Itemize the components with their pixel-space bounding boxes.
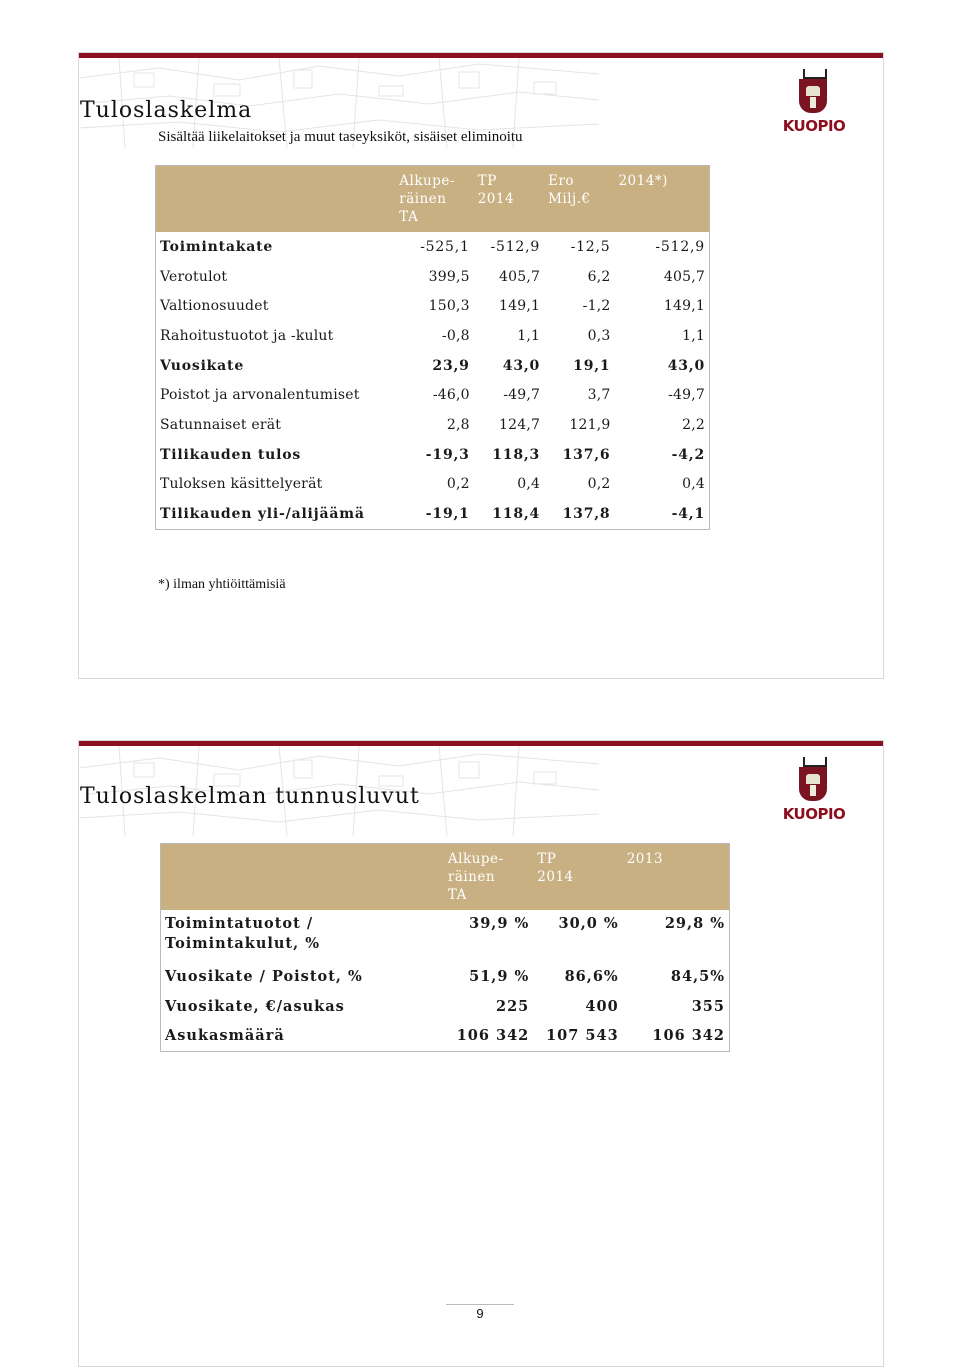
table-row bbox=[156, 380, 710, 410]
cell-value: -512,9 bbox=[490, 238, 541, 255]
table-row bbox=[161, 962, 730, 992]
table-header-row bbox=[161, 844, 730, 911]
row-label: Vuosikate bbox=[160, 357, 245, 374]
cell-value: 23,9 bbox=[432, 357, 470, 374]
row-label: Poistot ja arvonalentumiset bbox=[160, 387, 360, 404]
cell-value: 137,6 bbox=[562, 446, 611, 463]
cell-value: 39,9 % bbox=[469, 915, 530, 932]
cell-value: 0,2 bbox=[587, 476, 611, 493]
cell-value: 149,1 bbox=[663, 298, 705, 315]
cell-value: -46,0 bbox=[432, 387, 470, 404]
cell-value: -19,1 bbox=[425, 506, 470, 523]
row-label: Toimintatuotot / Toimintakulut, % bbox=[165, 915, 321, 952]
table-header-row bbox=[156, 166, 710, 233]
income-statement-table bbox=[155, 165, 710, 530]
cell-value: 0,4 bbox=[517, 476, 541, 493]
table-row bbox=[156, 410, 710, 440]
cell-value: 30,0 % bbox=[558, 915, 619, 932]
table-row bbox=[156, 232, 710, 262]
cell-value: 118,3 bbox=[492, 446, 541, 463]
cell-value: 149,1 bbox=[499, 298, 541, 315]
cell-value: 405,7 bbox=[499, 268, 541, 285]
kuopio-logo bbox=[779, 767, 849, 837]
cell-value: 405,7 bbox=[663, 268, 705, 285]
cell-value: 137,8 bbox=[562, 506, 611, 523]
cell-value: -49,7 bbox=[668, 387, 705, 404]
cell-value: -4,1 bbox=[671, 506, 705, 523]
row-label: Asukasmäärä bbox=[165, 1027, 285, 1045]
cell-value: 0,3 bbox=[587, 327, 611, 344]
row-label: Tilikauden yli-/alijäämä bbox=[160, 506, 365, 523]
header-cell: Alkupe- räinen TA bbox=[395, 166, 473, 233]
header-cell: 2014*) bbox=[614, 166, 709, 233]
cell-value: 124,7 bbox=[499, 416, 541, 433]
logo-text: KUOPIO bbox=[782, 805, 846, 823]
row-label: Tuloksen käsittelyerät bbox=[160, 476, 323, 493]
kuopio-crest-icon bbox=[799, 79, 827, 113]
cell-value: 106 342 bbox=[652, 1027, 725, 1045]
cell-value: 6,2 bbox=[587, 268, 611, 285]
cell-value: 400 bbox=[585, 997, 619, 1015]
header-cell bbox=[161, 844, 444, 911]
footnote: *) ilman yhtiöittämisiä bbox=[158, 577, 286, 592]
cell-value: -1,2 bbox=[582, 298, 611, 315]
cell-value: -512,9 bbox=[655, 238, 705, 255]
cell-value: -19,3 bbox=[425, 446, 470, 463]
cell-value: -0,8 bbox=[441, 327, 470, 344]
cell-value: 84,5% bbox=[670, 968, 725, 986]
header-cell bbox=[156, 166, 396, 233]
cell-value: 118,4 bbox=[492, 506, 541, 523]
table-row bbox=[161, 992, 730, 1022]
page-title: Tuloslaskelma bbox=[80, 98, 253, 123]
cell-value: 43,0 bbox=[667, 357, 705, 374]
cell-value: -49,7 bbox=[503, 387, 541, 404]
kuopio-crest-icon bbox=[799, 767, 827, 801]
cell-value: 29,8 % bbox=[664, 915, 725, 932]
cell-value: 2,2 bbox=[682, 416, 705, 433]
row-label: Tilikauden tulos bbox=[160, 446, 302, 463]
cell-value: -12,5 bbox=[570, 238, 611, 255]
cell-value: 19,1 bbox=[573, 357, 611, 374]
cell-value: -4,2 bbox=[671, 446, 705, 463]
table-row bbox=[156, 470, 710, 500]
table-row bbox=[156, 440, 710, 470]
section-title: Tuloslaskelman tunnusluvut bbox=[80, 784, 420, 809]
cell-value: 0,4 bbox=[682, 476, 705, 493]
logo-text: KUOPIO bbox=[782, 117, 846, 135]
cell-value: 1,1 bbox=[682, 327, 705, 344]
table-row bbox=[161, 910, 730, 962]
cell-value: 1,1 bbox=[517, 327, 541, 344]
cell-value: 51,9 % bbox=[469, 968, 530, 986]
cell-value: 0,2 bbox=[446, 476, 470, 493]
row-label: Vuosikate, €/asukas bbox=[165, 997, 345, 1015]
table-row bbox=[161, 1021, 730, 1051]
cell-value: 121,9 bbox=[569, 416, 611, 433]
cell-value: 43,0 bbox=[502, 357, 541, 374]
header-cell: TP 2014 bbox=[474, 166, 544, 233]
row-label: Vuosikate / Poistot, % bbox=[165, 968, 363, 986]
row-label: Verotulot bbox=[160, 268, 228, 285]
cell-value: 107 543 bbox=[546, 1027, 619, 1045]
table-row bbox=[156, 321, 710, 351]
table-row bbox=[156, 351, 710, 381]
table-row bbox=[156, 262, 710, 292]
cell-value: 225 bbox=[496, 997, 530, 1015]
cell-value: 2,8 bbox=[446, 416, 470, 433]
cell-value: 355 bbox=[691, 997, 725, 1015]
header-cell: Alkupe- räinen TA bbox=[444, 844, 533, 911]
table-row bbox=[156, 291, 710, 321]
header-cell: TP 2014 bbox=[533, 844, 622, 911]
header-cell: Ero Milj.€ bbox=[544, 166, 614, 233]
table-row bbox=[156, 499, 710, 529]
header-cell: 2013 bbox=[623, 844, 730, 911]
row-label: Rahoitustuotot ja -kulut bbox=[160, 327, 334, 344]
cell-value: 3,7 bbox=[587, 387, 611, 404]
key-figures-table bbox=[160, 843, 730, 1052]
cell-value: -525,1 bbox=[420, 238, 470, 255]
cell-value: 86,6% bbox=[564, 968, 619, 986]
cell-value: 150,3 bbox=[428, 298, 470, 315]
row-label: Toimintakate bbox=[160, 238, 274, 255]
row-label: Valtionosuudet bbox=[160, 298, 269, 315]
page-subtitle: Sisältää liikelaitokset ja muut taseyksiköt, sisäiset eliminoitu bbox=[158, 129, 523, 145]
slide-tunnusluvut bbox=[78, 740, 884, 1367]
kuopio-logo bbox=[779, 79, 849, 149]
cell-value: 106 342 bbox=[456, 1027, 530, 1045]
page-number: 9 bbox=[476, 1306, 484, 1321]
cell-value: 399,5 bbox=[428, 268, 470, 285]
row-label: Satunnaiset erät bbox=[160, 416, 282, 433]
